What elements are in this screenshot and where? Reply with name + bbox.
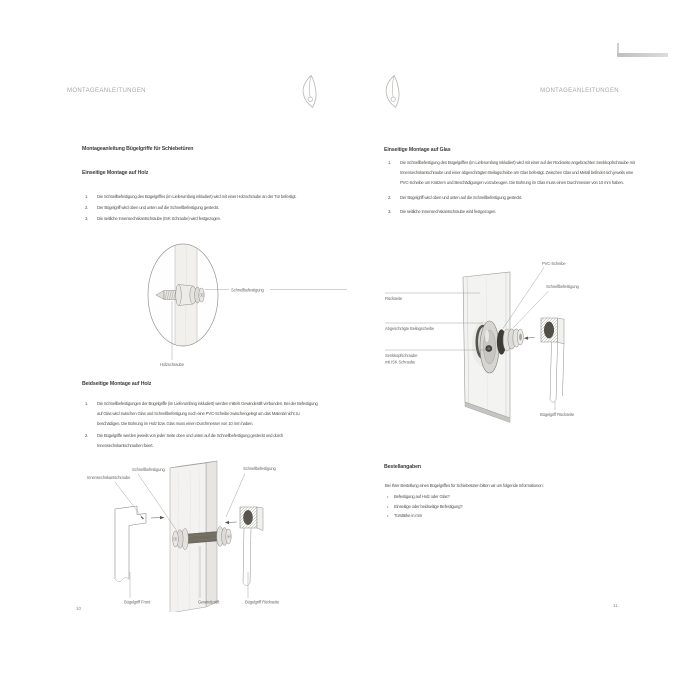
label-quick-fastener: Schnellbefestigung: [231, 287, 264, 293]
quick-fastener-left-icon: [173, 529, 189, 550]
page-number-right: 11: [613, 603, 618, 608]
label-countersunk-screw-2: mit ISK Schraube: [385, 359, 416, 365]
order-info-list: [386, 492, 462, 521]
wood-screw-detail-diagram: [125, 238, 355, 374]
step-item: Die Schnellbefestigungen der Bügelgriffe (im Lieferumfang inkludiert) werden mittels Gewindestift verbunden. Bei der Befestigung auf Glas wird zwischen Glas und Schnellbefestigung noch eine PVC-Scheibe zwischengelegt um das Material nicht zu beschädigen. Die Bohrung im Holz bzw. Glas muss einen Durchmesser von 10 mm haben.: [97, 401, 318, 427]
handle-back-section: [541, 318, 564, 402]
order-bullet: • Einseitige oder beidseitige Befestigung?: [386, 502, 462, 512]
label-fastener-left: Schnellbefestigung: [132, 467, 165, 472]
label-wood-screw: Holzschraube: [160, 362, 184, 367]
step-item: Die seitliche Innensechskantschraube (ISK Schraube) wird festgezogen.: [97, 216, 221, 222]
label-back-side: Rückseite: [385, 296, 403, 301]
step-item: Der Bügelgriff wird oben und unten auf die Schnellbefestigung gesteckt.: [97, 205, 220, 211]
running-header-left: MONTAGEANLEITUNGEN: [67, 88, 146, 94]
label-socket-screw: Innensechskantschraube: [87, 475, 131, 480]
quick-fastener-icon: [503, 329, 523, 351]
steps-glass: [387, 158, 639, 221]
step-item: Die Bügelgriffe werden jeweils von jeder Seite oben und unten auf die Schnellbefestigung gesteckt und durch Innensechskantschrauben fixiert.: [97, 432, 284, 448]
page-title: Montageanleitung Bügelgriffe für Schiebetüren: [82, 146, 194, 152]
step-item: Die seitliche Innensechskantschraube wird festgezogen.: [400, 208, 497, 214]
section-heading-wood-double: Beidseitige Montage auf Holz: [82, 381, 152, 387]
label-threaded-pin: Gewindestift: [198, 599, 220, 605]
handle-front-profile: [115, 506, 146, 582]
glass-mounting-diagram: [383, 248, 588, 428]
section-heading-wood-single: Einseitige Montage auf Holz: [82, 170, 149, 176]
cone-washer-icon: [480, 321, 499, 373]
arrow-left-icon: [225, 521, 237, 524]
step-item: Der Bügelgriff wird oben und unten auf die Schnellbefestigung gesteckt.: [400, 194, 523, 200]
order-bullet: • Befestigung auf Holz oder Glas?: [386, 492, 462, 502]
steps-wood-single: [84, 192, 329, 226]
steps-wood-double: [84, 399, 322, 452]
bookmark-tab-bar: [617, 53, 668, 57]
quick-fastener-right-icon: [217, 527, 232, 547]
order-info-heading: Bestellangaben: [384, 464, 421, 470]
label-countersunk-screw: Senkkopfschraube: [385, 353, 418, 358]
page-number-left: 10: [76, 606, 82, 611]
socket-screw-mark: [141, 517, 144, 520]
leader-line: [115, 482, 141, 516]
section-heading-glass: Einseitige Montage auf Glas: [384, 147, 451, 153]
step-item: Die Schnellbefestigung des Bügelgriffes (im Lieferumfang inkludiert) wird mit einer Holzschraube an der Tür befestigt.: [97, 194, 297, 199]
label-handle-front: Bügelgriff Front: [124, 599, 151, 605]
step-item: Die Schnellbefestigung des Bügelgriffes (im Lieferumfang inkludiert) wird mit einer auf der Rückseite angebrachten Senkkopfschraube mit Innensechskantschraube und einer abgeschrägten Beilagscheibe am Glas befestigt. Zwischen Glas und Metall befindet sich jeweils eine PVC-Scheibe um Kratzern und Beschädigungen vorzubeugen. Die Bohrung im Glas muss einen Durchmesser von 10 mm haben.: [400, 160, 635, 186]
double-sided-assembly-diagram: [75, 452, 303, 612]
brand-logo-icon: [299, 73, 320, 110]
label-pvc-disc: PVC-Scheibe: [542, 261, 566, 266]
label-fastener-right: Schnellbefestigung: [243, 466, 276, 471]
label-handle-back: Bügelgriff Rückseite: [245, 599, 280, 605]
order-bullet: • Türstärke in mm: [386, 511, 462, 521]
bookmark-tab: [617, 43, 669, 57]
running-header-right: MONTAGEANLEITUNGEN: [540, 88, 619, 94]
handle-back-section: [240, 507, 263, 586]
label-quick-fastener: Schnellbefestigung: [546, 284, 579, 289]
order-info-intro: Bei Ihrer Bestellung eines Bügelgriffes für Schiebetüren bitten wir um folgende Informationen:: [385, 483, 544, 488]
label-bevel-washer: Abgeschrägte Beilagscheibe: [385, 326, 435, 331]
arrow-left-icon: [524, 337, 535, 340]
arrow-right-icon: [151, 516, 165, 519]
label-handle-back: Bügelgriff Rückseite: [540, 412, 575, 417]
brand-logo-icon: [382, 73, 403, 110]
